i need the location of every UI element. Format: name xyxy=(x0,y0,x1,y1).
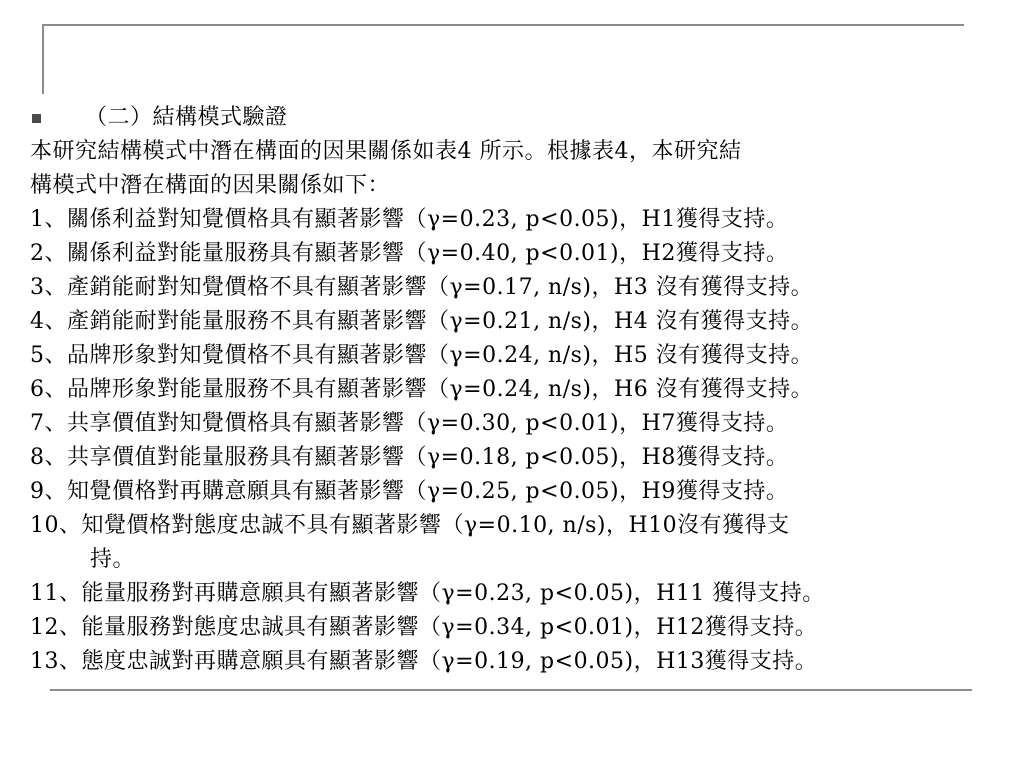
slide-frame-top-line xyxy=(42,24,964,26)
intro-line: 構模式中潛在構面的因果關係如下： xyxy=(30,173,391,198)
slide-frame-bottom-line xyxy=(50,689,972,691)
slide-frame-left-line xyxy=(42,24,44,94)
hypothesis-item: 4、產銷能耐對能量服務不具有顯著影響（γ=0.21, n/s)，H4 沒有獲得支持。 xyxy=(30,309,814,334)
hypothesis-item: 9、知覺價格對再購意願具有顯著影響（γ=0.25, p<0.05)，H9獲得支持。 xyxy=(30,479,789,504)
hypothesis-item: 11、能量服務對再購意願具有顯著影響（γ=0.23, p<0.05)，H11 獲得支持。 xyxy=(30,581,825,606)
hypothesis-item: 5、品牌形象對知覺價格不具有顯著影響（γ=0.24, n/s)，H5 沒有獲得支持。 xyxy=(30,343,814,368)
hypothesis-item-continuation: 持。 xyxy=(90,547,136,572)
hypothesis-item: 13、態度忠誠對再購意願具有顯著影響（γ=0.19, p<0.05)，H13獲得支持。 xyxy=(30,649,818,674)
hypothesis-item: 6、品牌形象對能量服務不具有顯著影響（γ=0.24, n/s)，H6 沒有獲得支持。 xyxy=(30,377,814,402)
hypothesis-item: 12、能量服務對態度忠誠具有顯著影響（γ=0.34, p<0.01)，H12獲得支持。 xyxy=(30,615,818,640)
hypothesis-item: 1、關係利益對知覺價格具有顯著影響（γ=0.23, p<0.05)，H1獲得支持。 xyxy=(30,207,789,232)
hypothesis-item: 2、關係利益對能量服務具有顯著影響（γ=0.40, p<0.01)，H2獲得支持。 xyxy=(30,241,789,266)
section-heading xyxy=(30,101,1020,135)
hypothesis-item: 7、共享價值對知覺價格具有顯著影響（γ=0.30, p<0.01)，H7獲得支持。 xyxy=(30,411,789,436)
section-heading-text: （二）結構模式驗證 xyxy=(85,105,288,130)
square-bullet-icon xyxy=(32,114,41,123)
hypothesis-item: 3、產銷能耐對知覺價格不具有顯著影響（γ=0.17, n/s)，H3 沒有獲得支持。 xyxy=(30,275,814,300)
hypothesis-item: 8、共享價值對能量服務具有顯著影響（γ=0.18, p<0.05)，H8獲得支持。 xyxy=(30,445,789,470)
slide-body xyxy=(30,101,1020,679)
intro-line: 本研究結構模式中潛在構面的因果關係如表4 所示。根據表4，本研究結 xyxy=(30,139,742,164)
hypothesis-item: 10、知覺價格對態度忠誠不具有顯著影響（γ=0.10, n/s)，H10沒有獲得支 xyxy=(30,513,790,538)
